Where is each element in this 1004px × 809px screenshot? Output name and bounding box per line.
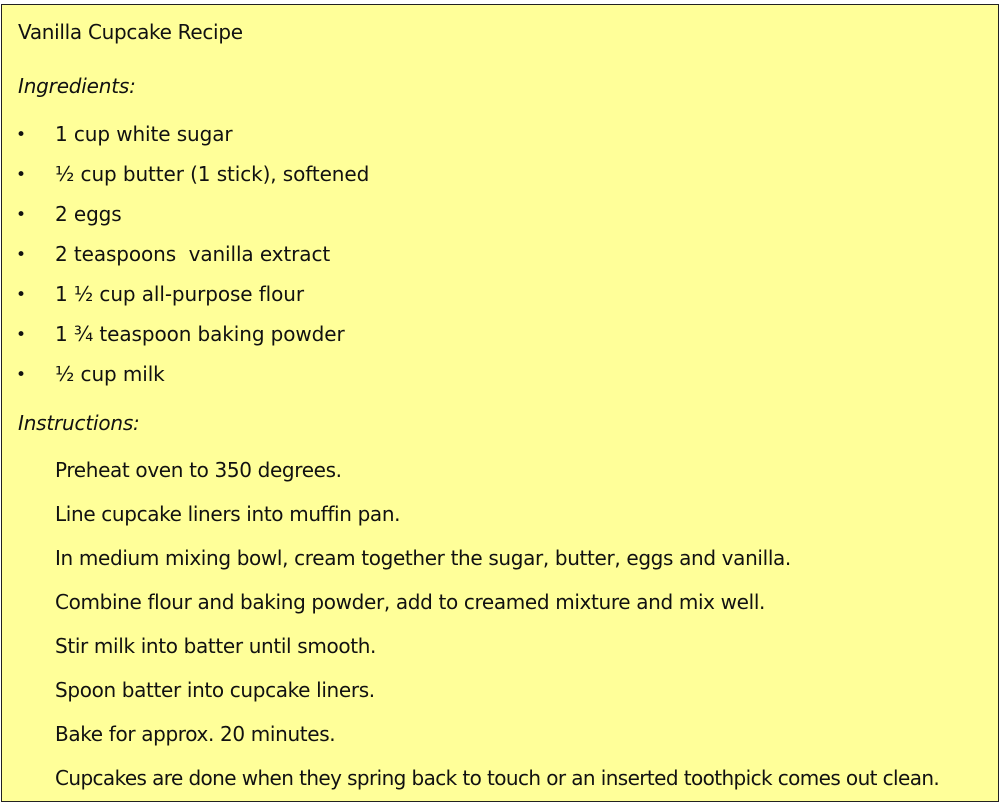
instruction-text: Combine flour and baking powder, add to creamed mixture and mix well. — [55, 590, 766, 614]
bullet-icon: • — [16, 325, 27, 345]
ingredient-item — [2, 238, 902, 278]
ingredient-text: 2 eggs — [55, 202, 122, 226]
ingredient-item — [2, 318, 902, 358]
ingredient-text: 1 cup white sugar — [55, 122, 233, 146]
instruction-text: In medium mixing bowl, cream together the sugar, butter, eggs and vanilla. — [55, 546, 791, 570]
bullet-icon: • — [16, 285, 27, 305]
instruction-step — [2, 501, 992, 545]
instruction-step — [2, 589, 992, 633]
bullet-icon: • — [16, 125, 27, 145]
ingredient-item — [2, 358, 902, 398]
bullet-icon: • — [16, 245, 27, 265]
instruction-text: Bake for approx. 20 minutes. — [55, 722, 336, 746]
instruction-text: Line cupcake liners into muffin pan. — [55, 502, 401, 526]
instruction-step — [2, 545, 992, 589]
ingredients-list — [2, 118, 902, 398]
ingredient-text: ½ cup milk — [55, 362, 165, 386]
ingredient-text: 1 ¾ teaspoon baking powder — [55, 322, 345, 346]
ingredient-item — [2, 118, 902, 158]
instruction-text: Preheat oven to 350 degrees. — [55, 458, 342, 482]
bullet-icon: • — [16, 165, 27, 185]
recipe-card — [1, 4, 999, 802]
instructions-list — [2, 457, 992, 809]
instruction-step — [2, 633, 992, 677]
ingredient-text: ½ cup butter (1 stick), softened — [55, 162, 370, 186]
ingredient-text: 2 teaspoons vanilla extract — [55, 242, 331, 266]
instruction-step — [2, 677, 992, 721]
instruction-text: Stir milk into batter until smooth. — [55, 634, 377, 658]
instruction-step — [2, 457, 992, 501]
ingredient-text: 1 ½ cup all-purpose flour — [55, 282, 304, 306]
recipe-title: Vanilla Cupcake Recipe — [18, 20, 243, 44]
bullet-icon: • — [16, 365, 27, 385]
ingredients-heading: Ingredients: — [18, 74, 136, 98]
ingredient-item — [2, 198, 902, 238]
ingredient-item — [2, 158, 902, 198]
instruction-text: Spoon batter into cupcake liners. — [55, 678, 375, 702]
instruction-step — [2, 765, 992, 809]
instructions-heading: Instructions: — [18, 411, 140, 435]
bullet-icon: • — [16, 205, 27, 225]
instruction-step — [2, 721, 992, 765]
ingredient-item — [2, 278, 902, 318]
instruction-text: Cupcakes are done when they spring back to touch or an inserted toothpick comes out clean. — [55, 766, 940, 790]
